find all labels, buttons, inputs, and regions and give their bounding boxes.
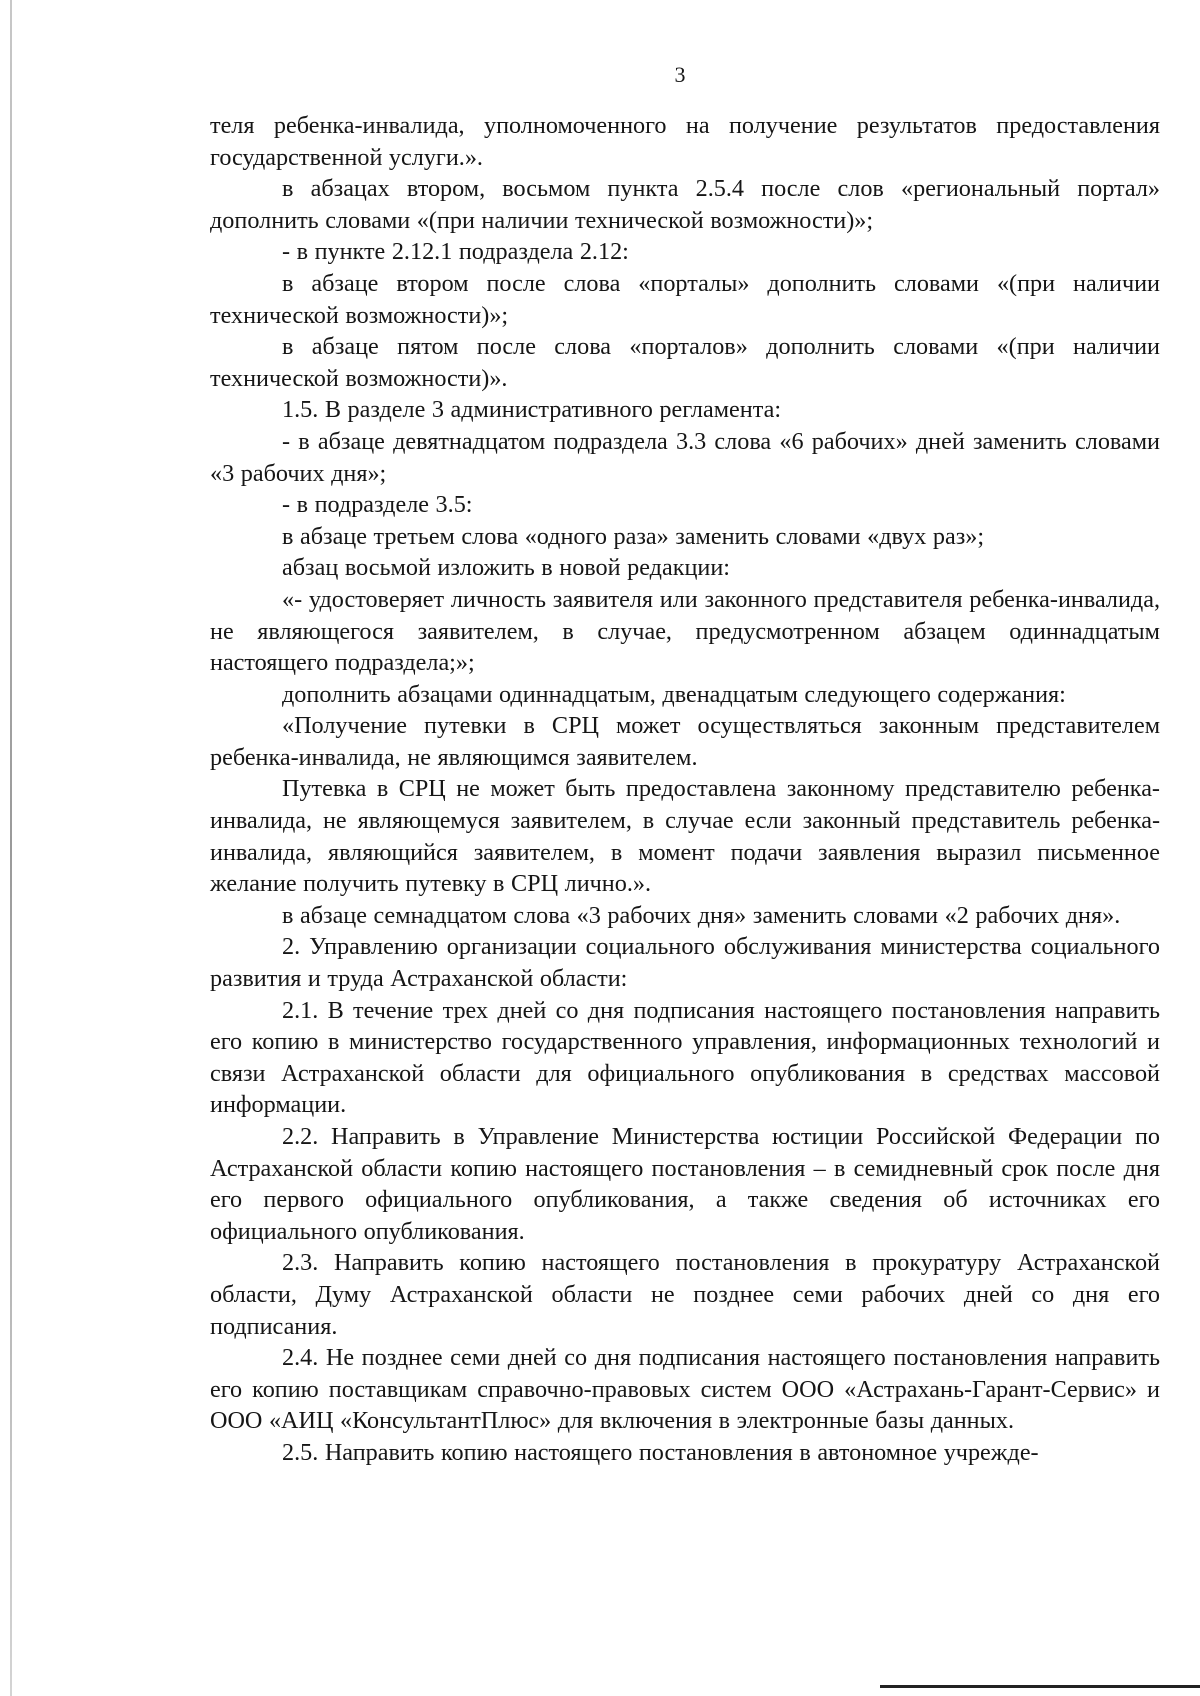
paragraph: 2.4. Не позднее семи дней со дня подписания настоящего постановления направить его копию поставщикам справочно-правовых систем ООО «Астрахань-Гарант-Сервис» и ООО «АИЦ «КонсультантПлюс» для включения в электронные базы данных. (210, 1344, 1160, 1435)
page-number: 3 (674, 62, 686, 87)
document-body (210, 110, 1160, 1469)
paragraph: 2.2. Направить в Управление Министерства юстиции Российской Федерации по Астраханской области копию настоящего постановления – в семидневный срок после дня его первого официального опубликования, а также сведения об источниках его официального опубликования. (210, 1123, 1160, 1245)
paragraph: 2.5. Направить копию настоящего постановления в автономное учрежде- (282, 1438, 1039, 1466)
paragraph: - в пункте 2.12.1 подраздела 2.12: (282, 238, 629, 266)
paragraph: теля ребенка-инвалида, уполномоченного на получение результатов предоставления государственной услуги.». (210, 112, 1160, 171)
paragraph: в абзаце семнадцатом слова «3 рабочих дня» заменить словами «2 рабочих дня». (282, 901, 1121, 929)
paragraph: 1.5. В разделе 3 административного регламента: (282, 396, 782, 424)
paragraph: в абзацах втором, восьмом пункта 2.5.4 после слов «региональный портал» дополнить словами «(при наличии технической возможности)»; (210, 175, 1160, 234)
scan-edge-line (10, 0, 12, 1696)
paragraph: «Получение путевки в СРЦ может осуществляться законным представителем ребенка-инвалида, не являющимся заявителем. (210, 712, 1160, 771)
paragraph: - в абзаце девятнадцатом подраздела 3.3 слова «6 рабочих» дней заменить словами «3 рабочих дня»; (210, 427, 1160, 487)
paragraph: 2.1. В течение трех дней со дня подписания настоящего постановления направить его копию в министерство государственного управления, информационных технологий и связи Астраханской области для официального опубликования в средствах массовой информации. (210, 996, 1160, 1119)
paragraph: Путевка в СРЦ не может быть предоставлена законному представителю ребенка-инвалида, не являющемуся заявителем, в случае если законный представитель ребенка-инвалида, являющийся заявителем, в момент подачи заявления выразил письменное желание получить путевку в СРЦ лично.». (210, 775, 1160, 898)
scan-bottom-mark (880, 1685, 1200, 1688)
paragraph: в абзаце пятом после слова «порталов» дополнить словами «(при наличии технической возможности)». (210, 333, 1160, 392)
paragraph: в абзаце втором после слова «порталы» дополнить словами «(при наличии технической возможности)»; (210, 269, 1160, 329)
paragraph: - в подразделе 3.5: (282, 491, 473, 519)
paragraph: абзац восьмой изложить в новой редакции: (282, 554, 730, 582)
paragraph: 2.3. Направить копию настоящего постановления в прокуратуру Астраханской области, Думу Астраханской области не позднее семи рабочих дней со дня его подписания. (210, 1249, 1160, 1340)
paragraph: в абзаце третьем слова «одного раза» заменить словами «двух раз»; (282, 522, 985, 550)
paragraph: 2. Управлению организации социального обслуживания министерства социального развития и труда Астраханской области: (210, 933, 1160, 993)
paragraph: «- удостоверяет личность заявителя или законного представителя ребенка-инвалида, не являющегося заявителем, в случае, предусмотренном абзацем одиннадцатым настоящего подраздела;»; (210, 585, 1160, 677)
paragraph: дополнить абзацами одиннадцатым, двенадцатым следующего содержания: (282, 680, 1066, 708)
